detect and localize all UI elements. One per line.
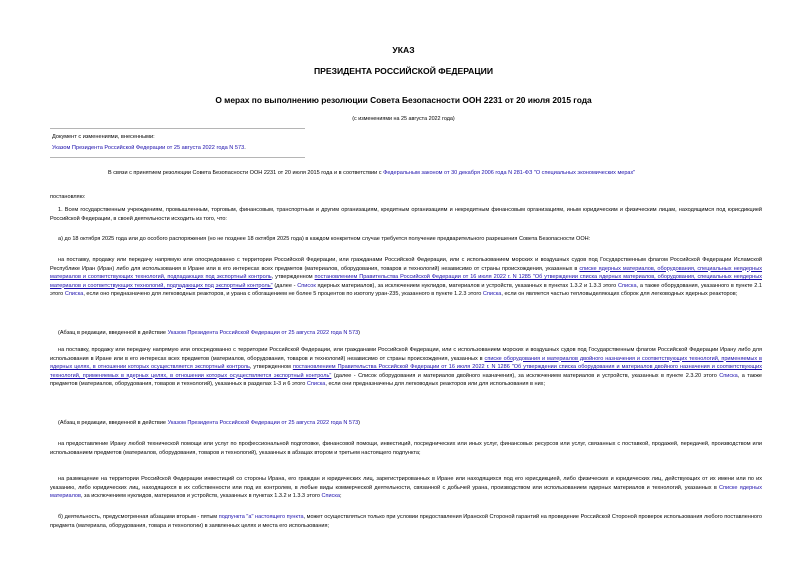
subparagraph-a: а) до 18 октября 2025 года или до особого распоряжения (но не позднее 18 октября 2025 года) в каждом конкретном случае требуется получение предварительного разрешения Совета Безопасности ООН: bbox=[58, 236, 591, 242]
edition-note: (с изменениями на 25 августа 2022 года) bbox=[352, 116, 455, 122]
list-link[interactable]: Списка bbox=[306, 381, 326, 387]
list-link[interactable]: Списка bbox=[618, 282, 637, 289]
amendment-note-2: (Абзац в редакции, введенной в действие Указом Президента Российской Федерации от 25 августа 2022 года N 573) bbox=[58, 420, 361, 426]
subparagraph-b: б) деятельность, предусмотренная абзацами вторым - пятым подпункта "а" настоящего пункта, может осуществляться только при условии предоставления Иранской Стороной гарантий на проведение Российской Стороной проверок использования любого поставленного предмета (материала, оборудования, товара и технологии) в заявленных целях и места его использования; bbox=[50, 514, 763, 529]
amendment-note-1: (Абзац в редакции, введенной в действие Указом Президента Российской Федерации от 25 августа 2022 года N 573) bbox=[58, 330, 361, 336]
paragraph-technical-assistance: на предоставление Ирану любой технической помощи или услуг по профессиональной подготовке, финансовой помощи, инвестиций, посреднических или иных услуг, финансовых ресурсов или услуг, связанных с поставкой, продажей, передачей, производством или использованием предметов (материалов, оборудования, товаров и технологий), указанных в абзацах втором и третьем настоящего подпункта; bbox=[50, 441, 762, 456]
list-link[interactable]: Списка bbox=[321, 493, 340, 499]
list-link[interactable]: Списка bbox=[719, 372, 738, 379]
paragraph-dual-use: на поставку, продажу или передачу напрямую или опосредованно с территории Российской Федерации, или гражданами Российской Федерации, или с использованием морских и воздушных судов под Государственным флагом Российской Федерации Ирану либо для использования в Иране или в его интересах всех предметов (материалов, оборудования, товаров и технологий) независимо от страны происхождения, указанных в списке оборудования и материалов двойного назначения и соответствующих технологий, применяемых в ядерных целях, в отношении которых осуществляется экспортный контроль, утвержденном постановлением Правительства Российской Федерации от 16 июля 2022 г. N 1286 "Об утверждении списка оборудования и материалов двойного назначения и соответствующих технологий, применяемых в ядерных целях, в отношении которых осуществляется экспортный контроль" (далее - Список оборудования и материалов двойного назначения), за исключением материалов и устройств, указанных в пункте 2.3.20 этого Списка, а также предметов (материалов, оборудования, товаров и технологий), указанных в разделах 1-3 и 6 этого Списка, если они предназначены для легководных реакторов или для использования в них; bbox=[50, 347, 763, 387]
postanovlyayu: постановляю: bbox=[50, 194, 86, 200]
amendment-link[interactable]: Указом Президента Российской Федерации от 25 августа 2022 года N 573 bbox=[52, 145, 245, 151]
decree-subtitle: ПРЕЗИДЕНТА РОССИЙСКОЙ ФЕДЕРАЦИИ bbox=[313, 66, 494, 76]
nuclear-list-link[interactable]: списке ядерных материалов, оборудования, специальных неядерных материалов и соответствующих технологий, подпадающих под экспортный контроль bbox=[50, 265, 762, 280]
paragraph-1: 1. Всем государственным учреждениям, промышленным, торговым, финансовым, транспортным и другим организациям, кредитным организациям и некредитным финансовым организациям, иным юридическим и физическим лицам, находящимся под юрисдикцией Российской Федерации, в своей деятельности исходить из того, что: bbox=[50, 207, 762, 222]
subparagraph-a-link[interactable]: подпункта "а" настоящего пункта bbox=[218, 514, 304, 520]
paragraph-investments: на размещение на территории Российской Федерации инвестиций со стороны Ирана, его граждан и юридических лиц, зарегистрированных в Иране или находящихся под его юрисдикцией, либо физических и юридических лиц, действующих от их имени или по их указанию, либо юридических лиц, находящихся в их собственности или под их контролем, в любые виды коммерческой деятельности, связанной с добычей урана, производством или использованием ядерных материалов и технологий, указанных в Списке ядерных материалов, за исключением нуклидов, материалов и устройств, указанных в пунктах 1.3.2 и 1.3.3 этого Списка; bbox=[50, 476, 763, 499]
decree-title: УКАЗ bbox=[392, 45, 415, 55]
amendments-box bbox=[50, 128, 305, 158]
resolution-1285-link[interactable]: постановлением Правительства Российской Федерации от 16 июля 2022 г. N 1285 "Об утверждении списка ядерных материалов, оборудования, специальных неядерных материалов и соответствующих технологий, подпадающих под экспортный контроль" bbox=[50, 274, 762, 289]
amendment-note-link[interactable]: Указом Президента Российской Федерации от 25 августа 2022 года N 573 bbox=[167, 420, 359, 426]
list-link[interactable]: Списка bbox=[482, 291, 502, 297]
amendments-line: Указом Президента Российской Федерации от 25 августа 2022 года N 573. bbox=[52, 145, 246, 151]
list-link[interactable]: Списка bbox=[64, 291, 84, 297]
list-link[interactable]: Список bbox=[297, 282, 316, 289]
federal-law-link[interactable]: Федеральным законом от 30 декабря 2006 года N 281-ФЗ "О специальных экономических мерах" bbox=[383, 170, 636, 176]
amendment-note-link[interactable]: Указом Президента Российской Федерации от 25 августа 2022 года N 573 bbox=[167, 330, 359, 336]
decree-heading: О мерах по выполнению резолюции Совета Безопасности ООН 2231 от 20 июля 2015 года bbox=[215, 95, 592, 105]
intro-paragraph: В связи с принятием резолюции Совета Безопасности ООН 2231 от 20 июля 2015 года и в соответствии с Федеральным законом от 30 декабря 2006 года N 281-ФЗ "О специальных экономических мерах" bbox=[108, 170, 636, 176]
dual-use-list-link[interactable]: списке оборудования и материалов двойного назначения и соответствующих технологий, применяемых в ядерных целях, в отношении которых осуществляется экспортный контроль bbox=[50, 355, 762, 370]
amendments-label: Документ с изменениями, внесенными: bbox=[52, 134, 155, 140]
resolution-1286-link[interactable]: постановлением Правительства Российской Федерации от 16 июля 2022 г. N 1286 "Об утверждении списка оборудования и материалов двойного назначения и соответствующих технологий, применяемых в ядерных целях, в отношении которых осуществляется экспортный контроль" bbox=[50, 364, 762, 379]
paragraph-nuclear-materials: на поставку, продажу или передачу напрямую или опосредованно с территории Российской Федерации, или гражданами Российской Федерации, или с использованием морских и воздушных судов под Государственным флагом Российской Федерации Исламской Республике Иран (Иран) либо для использования в Иране или в его интересах всех предметов (материалов, оборудования, товаров и технологий) независимо от страны происхождения, указанных в списке ядерных материалов, оборудования, специальных неядерных материалов и соответствующих технологий, подпадающих под экспортный контроль, утвержденном постановлением Правительства Российской Федерации от 16 июля 2022 г. N 1285 "Об утверждении списка ядерных материалов, оборудования, специальных неядерных материалов и соответствующих технологий, подпадающих под экспортный контроль" (далее - Список ядерных материалов), за исключением нуклидов, материалов и устройств, указанных в пунктах 1.3.2 и 1.3.3 этого Списка, а также оборудования, указанного в пункте 2.1 этого Списка, если оно предназначено для легководных реакторов, и урана с обогащением не более 5 процентов по изотопу уран-235, указанного в пункте 1.2.3 этого Списка, если он является частью тепловыделяющих сборок для легководных ядерных реакторов; bbox=[50, 257, 762, 297]
nuclear-list-link[interactable]: Списке ядерных материалов bbox=[50, 484, 763, 499]
